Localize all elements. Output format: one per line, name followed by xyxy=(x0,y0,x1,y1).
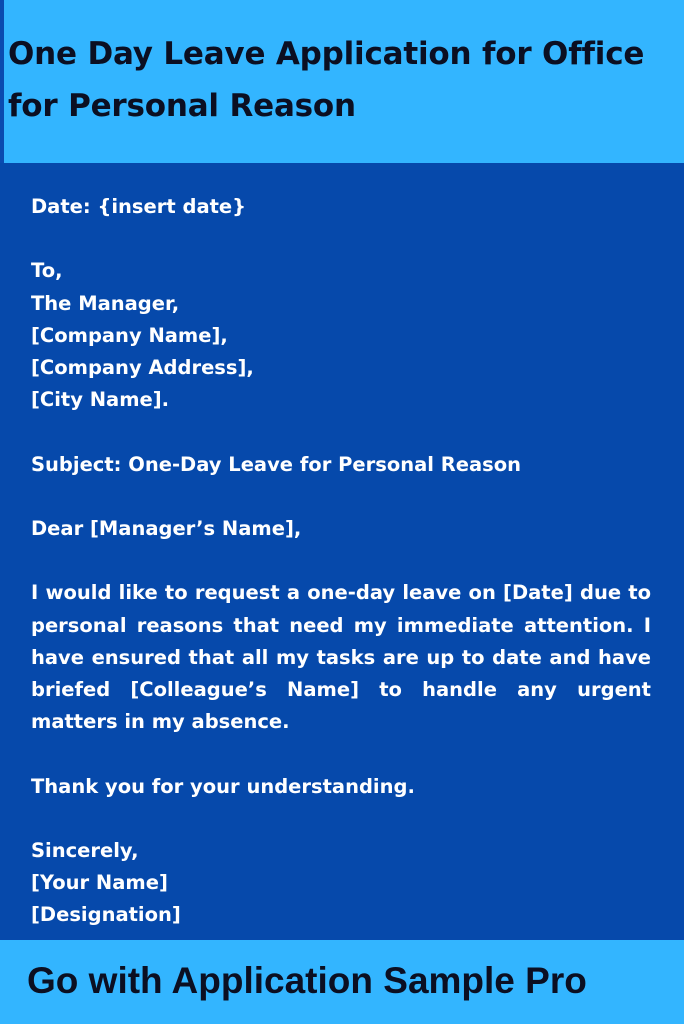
subject-line: Subject: One-Day Leave for Personal Reason xyxy=(31,452,522,476)
sender-designation: [Designation] xyxy=(31,903,181,927)
spacer xyxy=(31,481,651,513)
page-title: One Day Leave Application for Office for Personal Reason xyxy=(8,36,645,124)
sender-name: [Your Name] xyxy=(31,871,168,895)
date-line: Date: {insert date} xyxy=(31,195,247,218)
salutation: Dear [Manager’s Name], xyxy=(31,516,302,540)
body-paragraph: I would like to request a one-day leave on [Date] due to personal reasons that need my immediate attention. I have ensured that all my tasks are up to date and have briefed [Colleague’s Name] to handle any urgent matters in my absence. xyxy=(31,581,651,734)
letter-body xyxy=(0,163,684,940)
recipient-title: The Manager, xyxy=(31,291,180,315)
company-name: [Company Name], xyxy=(31,323,228,347)
header-banner xyxy=(0,0,684,163)
thanks-line: Thank you for your understanding. xyxy=(31,774,415,798)
city-name: [City Name]. xyxy=(31,388,170,412)
spacer xyxy=(31,803,651,835)
recipient-to: To, xyxy=(31,259,63,283)
company-address: [Company Address], xyxy=(31,356,254,379)
closing: Sincerely, xyxy=(31,838,139,862)
footer-brand-text: Go with Application Sample Pro xyxy=(27,960,587,1001)
spacer xyxy=(31,416,651,448)
spacer xyxy=(31,223,651,255)
spacer xyxy=(31,545,651,577)
spacer xyxy=(31,738,651,770)
